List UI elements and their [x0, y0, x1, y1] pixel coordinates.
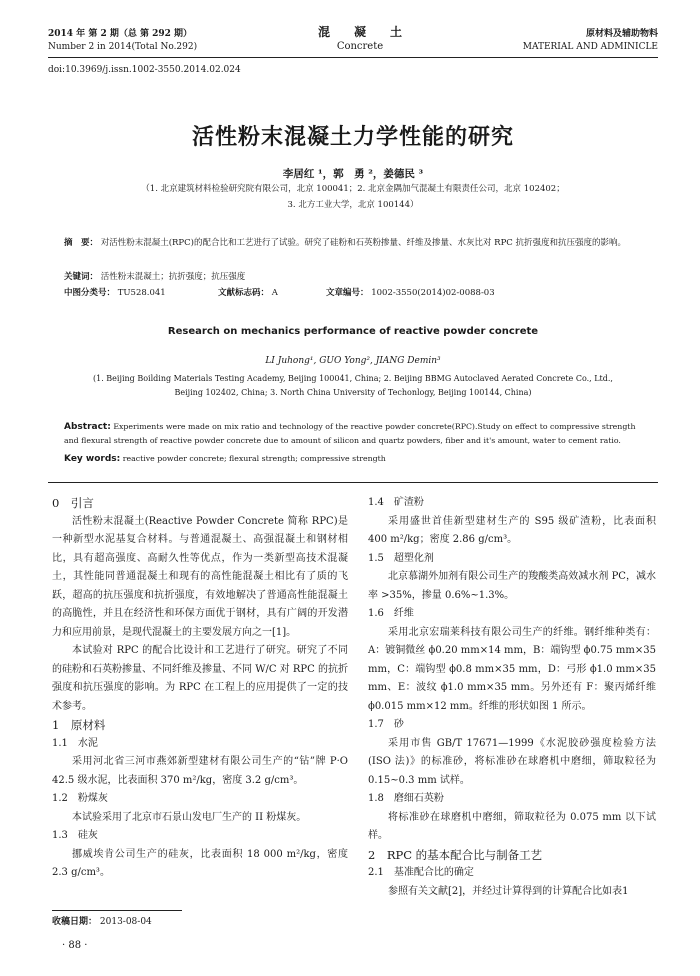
header-rule — [48, 57, 658, 58]
clc-value: TU528.041 — [117, 288, 166, 298]
section-1-1-paragraph: 采用河北省三河市燕郊新型建材有限公司生产的“钻”牌 P·O 42.5 级水泥，比表面积 370 m²/kg，密度 3.2 g/cm³。 — [52, 756, 348, 786]
abstract-en-label: Abstract: — [64, 422, 111, 432]
header-journal-en: Concrete — [336, 41, 384, 52]
abstract-cn-text: 对活性粉末混凝土(RPC)的配合比和工艺进行了试验。研究了硅粉和石英粉掺量、纤维及掺量、水灰比对 RPC 抗折强度和抗压强度的影响。 — [100, 238, 627, 248]
received-label: 收稿日期： — [52, 917, 98, 927]
article-no-value: 1002-3550(2014)02-0088-03 — [371, 288, 495, 298]
section-2-1-paragraph: 参照有关文献[2]，并经过计算得到的计算配合比如表1 — [388, 885, 629, 897]
doc-code-line — [218, 286, 278, 300]
affiliation-cn-2: 3. 北方工业大学，北京 100144） — [287, 200, 419, 210]
section-1-3-paragraph: 挪威埃肯公司生产的硅灰，比表面积 18 000 m²/kg，密度 2.3 g/cm³。 — [52, 848, 348, 878]
section-0-heading: 0 引言 — [52, 496, 94, 510]
section-1-2-paragraph: 本试验采用了北京市石景山发电厂生产的 II 粉煤灰。 — [72, 811, 307, 823]
section-1-5-heading: 1.5 超塑化剂 — [368, 552, 434, 564]
doc-code-label: 文献标志码： — [218, 288, 270, 298]
section-1-8-paragraph: 将标准砂在球磨机中磨细，筛取粒径为 0.075 mm 以下试样。 — [368, 811, 656, 841]
authors-en: LI Juhong¹, GUO Yong², JIANG Demin³ — [265, 356, 441, 366]
affiliation-en-1: (1. Beijing Boilding Materials Testing Academy, Beijing 100041, China; 2. Beijing BBMG Autoclaved Aerated Concrete Co., Ltd., — [93, 374, 613, 383]
page-number: · 88 · — [62, 940, 88, 951]
section-1-4-heading: 1.4 矿渣粉 — [368, 497, 424, 508]
authors-cn: 李居红 ¹，郭 勇 ²，姜德民 ³ — [282, 168, 424, 180]
footnote-rule — [52, 910, 182, 911]
section-1-5-paragraph: 北京慕湖外加剂有限公司生产的羧酸类高效减水剂 PC，减水率 >35%，掺量 0.6%~1.3%。 — [368, 571, 656, 601]
keywords-cn-label: 关键词： — [64, 272, 99, 282]
affiliation-cn-1: （1. 北京建筑材料检验研究院有限公司，北京 100041；2. 北京金隅加气混凝土有限责任公司，北京 102402； — [141, 184, 565, 194]
section-1-6-paragraph: 采用北京宏瑞莱科技有限公司生产的纤维。钢纤维种类有：A：镀铜微丝 ϕ0.20 mm×14 mm，B：端钩型 ϕ0.75 mm×35 mm，C：端钩型 ϕ0.8 mm×35 mm，D：弓形 ϕ1.0 mm×35 mm、E：波纹 ϕ1.0 mm×35 mm。另外还有 F：聚丙烯纤维 ϕ0.015 mm×12 mm。纤维的形状如图 1 所示。 — [368, 626, 656, 712]
header-section-en: MATERIAL AND ADMINICLE — [522, 42, 658, 52]
keywords-cn — [64, 270, 644, 284]
body-top-rule — [48, 482, 658, 483]
section-2-1-heading: 2.1 基准配合比的确定 — [368, 867, 474, 878]
section-1-6-heading: 1.6 纤维 — [368, 608, 414, 619]
clc-line — [64, 286, 166, 300]
abstract-cn — [64, 236, 644, 250]
keywords-en-label: Key words: — [64, 454, 121, 464]
header-section-cn: 原材料及辅助物料 — [585, 29, 658, 39]
section-1-2-heading: 1.2 粉煤灰 — [52, 793, 108, 804]
keywords-en — [64, 452, 648, 466]
section-0-paragraph-1: 活性粉末混凝土(Reactive Powder Concrete 简称 RPC)是一种新型水泥基复合材料。与普通混凝土、高强混凝土和钢材相比，具有超高强度、高耐久性等优点，作为一类新型高技术混凝土，其性能同普通混凝土和现有的高性能混凝土相比有了质的飞跃，超高的抗压强度和抗折强度，有效地解决了普通高性能混凝土的高脆性，并且在经济性和环保方面优于钢材，具有广阔的开发潜力和应用前景，是现代混凝土的主要发展方向之一[1]。 — [52, 515, 348, 638]
section-0-paragraph-2: 本试验对 RPC 的配合比设计和工艺进行了研究。研究了不同的硅粉和石英粉掺量、不同纤维及掺量、不同 W/C 对 RPC 的抗折强度和抗压强度的影响。为 RPC 在工程上的应用提供了一定的技术参考。 — [52, 645, 348, 712]
section-1-3-heading: 1.3 硅灰 — [52, 830, 98, 841]
received-date — [52, 914, 152, 927]
right-column — [368, 494, 656, 901]
clc-label: 中图分类号： — [64, 288, 116, 298]
section-1-7-heading: 1.7 砂 — [368, 719, 404, 730]
header-issue-cn: 2014 年 第 2 期（总 第 292 期） — [48, 29, 193, 39]
doc-code-value: A — [271, 288, 278, 298]
header-journal-cn: 混 凝 土 — [317, 25, 402, 39]
doi: doi:10.3969/j.issn.1002-3550.2014.02.024 — [48, 65, 241, 75]
abstract-en-text: Experiments were made on mix ratio and technology of the reactive powder concrete(RPC).Study on effect to compressive strength and flexural strength of reactive powder concrete due to amount of silicon and quartz powders, fiber and it's amount, water to cement ratio. — [64, 422, 636, 445]
keywords-cn-text: 活性粉末混凝土；抗折强度；抗压强度 — [100, 272, 246, 282]
abstract-en — [64, 420, 648, 448]
left-column — [52, 494, 348, 883]
keywords-en-text: reactive powder concrete; flexural strength; compressive strength — [122, 454, 386, 463]
section-1-8-heading: 1.8 磨细石英粉 — [368, 793, 444, 804]
section-1-1-heading: 1.1 水泥 — [52, 737, 98, 749]
paper-title-cn: 活性粉末混凝土力学性能的研究 — [191, 125, 514, 150]
received-value: 2013-08-04 — [99, 917, 152, 927]
section-2-heading: 2 RPC 的基本配合比与制备工艺 — [368, 847, 543, 862]
article-no-label: 文章编号： — [326, 288, 369, 298]
section-1-7-paragraph: 采用市售 GB/T 17671—1999《水泥胶砂强度检验方法(ISO 法)》的标准砂，将标准砂在球磨机中磨细，筛取粒径为 0.15~0.3 mm 试样。 — [368, 737, 656, 786]
article-no-line — [326, 286, 495, 300]
abstract-cn-label: 摘 要： — [64, 238, 99, 248]
affiliation-en-2: Beijing 102402, China; 3. North China University of Techonlogy, Beijing 100144, China) — [174, 388, 532, 397]
section-1-heading: 1 原材料 — [52, 718, 106, 732]
paper-title-en: Research on mechanics performance of reactive powder concrete — [167, 326, 539, 337]
header-issue-en: Number 2 in 2014(Total No.292) — [48, 42, 198, 52]
section-1-4-paragraph: 采用盛世首佳新型建材生产的 S95 级矿渣粉，比表面积 400 m²/kg；密度 2.86 g/cm³。 — [368, 515, 656, 545]
